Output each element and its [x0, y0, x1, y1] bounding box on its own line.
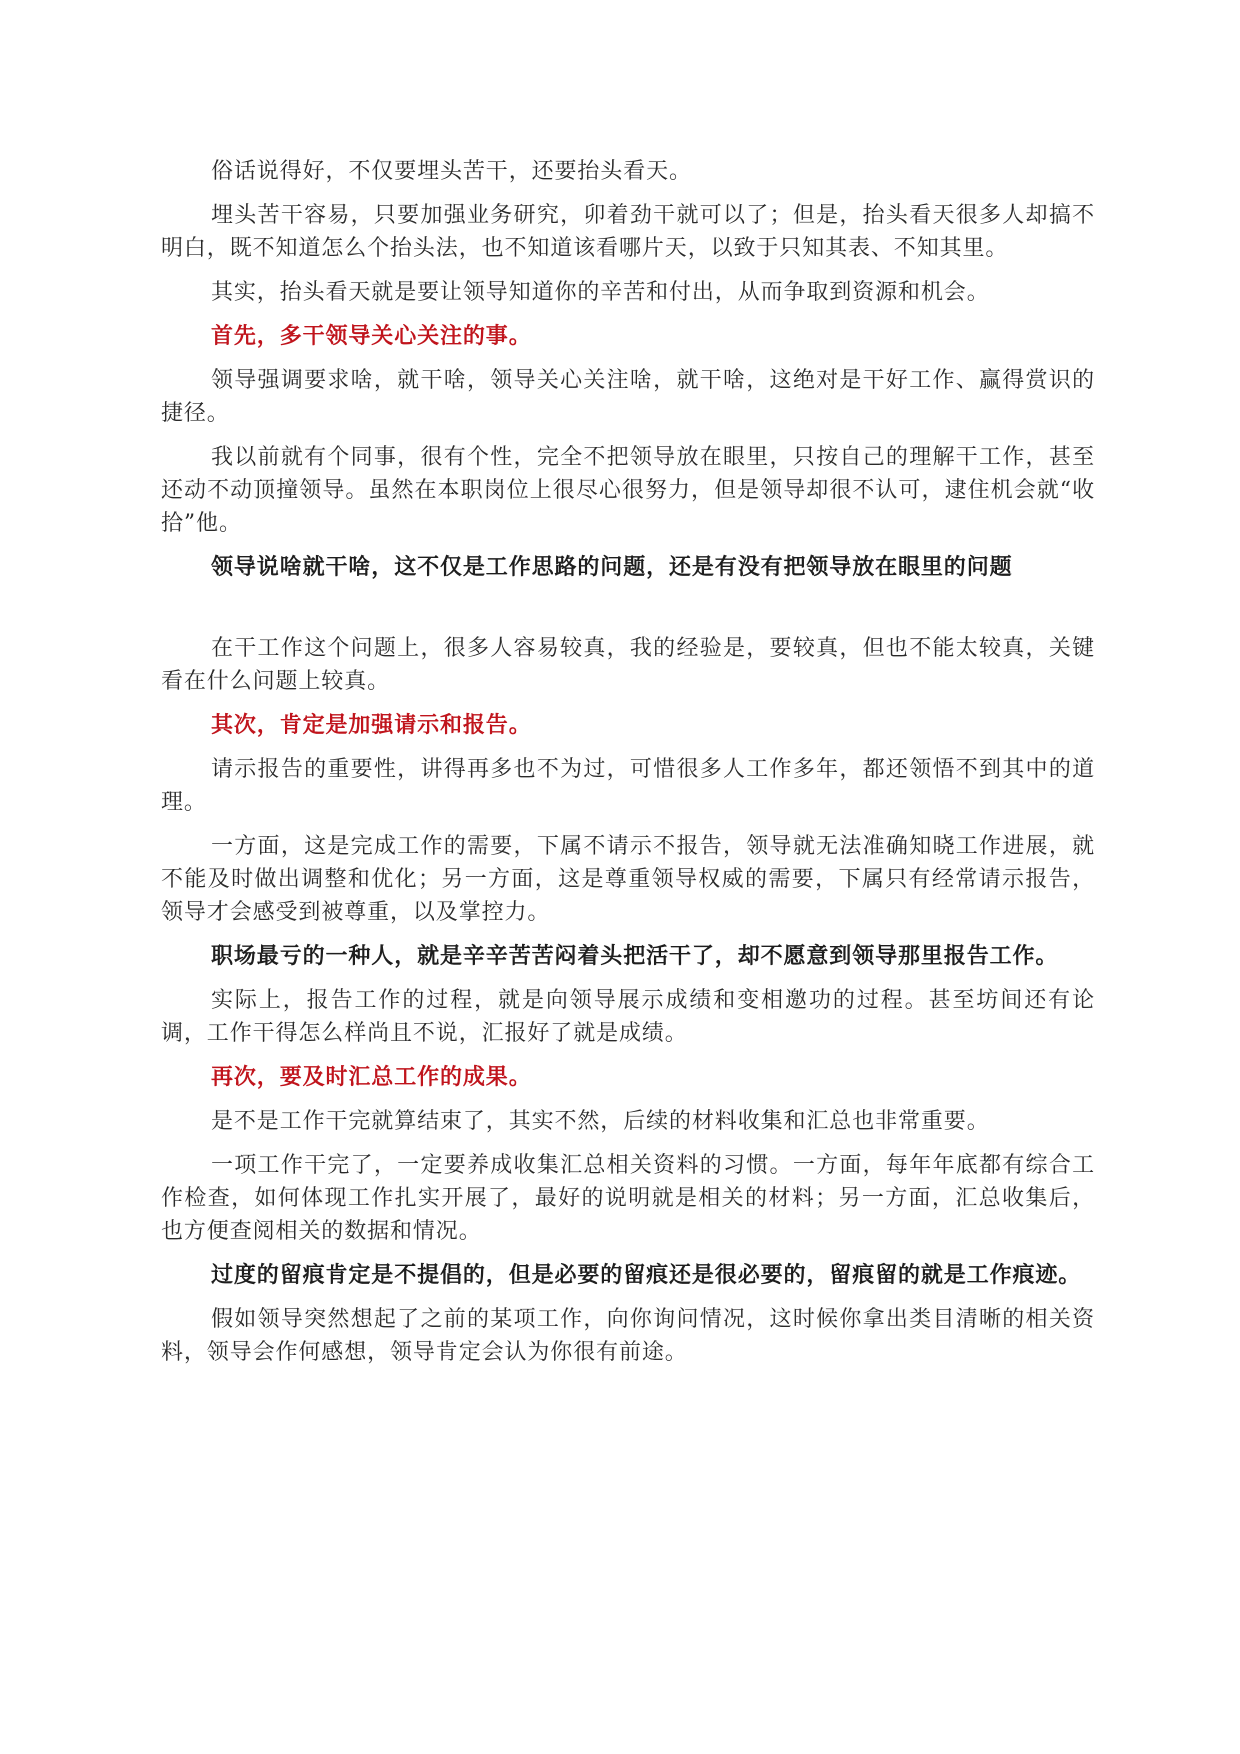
paragraph: 假如领导突然想起了之前的某项工作，向你询问情况，这时候你拿出类目清晰的相关资料，领导会作何感想，领导肯定会认为你很有前途。 — [161, 1307, 1095, 1365]
article-body — [161, 155, 1095, 1380]
paragraph: 一方面，这是完成工作的需要，下属不请示不报告，领导就无法准确知晓工作进展，就不能及时做出调整和优化；另一方面，这是尊重领导权威的需要，下属只有经常请示报告，领导才会感受到被尊重，以及掌控力。 — [161, 834, 1095, 925]
section-heading: 首先，多干领导关心关注的事。 — [211, 323, 532, 349]
bold-emphasis: 过度的留痕肯定是不提倡的，但是必要的留痕还是很必要的，留痕留的就是工作痕迹。 — [211, 1262, 1082, 1288]
paragraph: 俗话说得好，不仅要埋头苦干，还要抬头看天。 — [211, 159, 692, 184]
paragraph: 我以前就有个同事，很有个性，完全不把领导放在眼里，只按自己的理解干工作，甚至还动不动顶撞领导。虽然在本职岗位上很尽心很努力，但是领导却很不认可，逮住机会就“收拾”他。 — [161, 445, 1095, 536]
paragraph: 在干工作这个问题上，很多人容易较真，我的经验是，要较真，但也不能太较真，关键看在什么问题上较真。 — [161, 636, 1095, 694]
bold-emphasis: 领导说啥就干啥，这不仅是工作思路的问题，还是有没有把领导放在眼里的问题 — [211, 554, 1013, 580]
paragraph: 领导强调要求啥，就干啥，领导关心关注啥，就干啥，这绝对是干好工作、赢得赏识的捷径。 — [161, 368, 1095, 426]
section-heading: 再次，要及时汇总工作的成果。 — [211, 1064, 532, 1090]
paragraph: 其实，抬头看天就是要让领导知道你的辛苦和付出，从而争取到资源和机会。 — [211, 280, 990, 305]
paragraph: 一项工作干完了，一定要养成收集汇总相关资料的习惯。一方面，每年年底都有综合工作检查，如何体现工作扎实开展了，最好的说明就是相关的材料；另一方面，汇总收集后，也方便查阅相关的数据和情况。 — [161, 1153, 1095, 1244]
paragraph: 请示报告的重要性，讲得再多也不为过，可惜很多人工作多年，都还领悟不到其中的道理。 — [161, 757, 1095, 815]
section-heading: 其次，肯定是加强请示和报告。 — [211, 712, 532, 738]
bold-emphasis: 职场最亏的一种人，就是辛辛苦苦闷着头把活干了，却不愿意到领导那里报告工作。 — [211, 943, 1059, 969]
paragraph: 实际上，报告工作的过程，就是向领导展示成绩和变相邀功的过程。甚至坊间还有论调，工作干得怎么样尚且不说，汇报好了就是成绩。 — [161, 988, 1095, 1046]
paragraph: 埋头苦干容易，只要加强业务研究，卯着劲干就可以了；但是，抬头看天很多人却搞不明白，既不知道怎么个抬头法，也不知道该看哪片天，以致于只知其表、不知其里。 — [161, 203, 1095, 261]
paragraph: 是不是工作干完就算结束了，其实不然，后续的材料收集和汇总也非常重要。 — [211, 1109, 990, 1134]
